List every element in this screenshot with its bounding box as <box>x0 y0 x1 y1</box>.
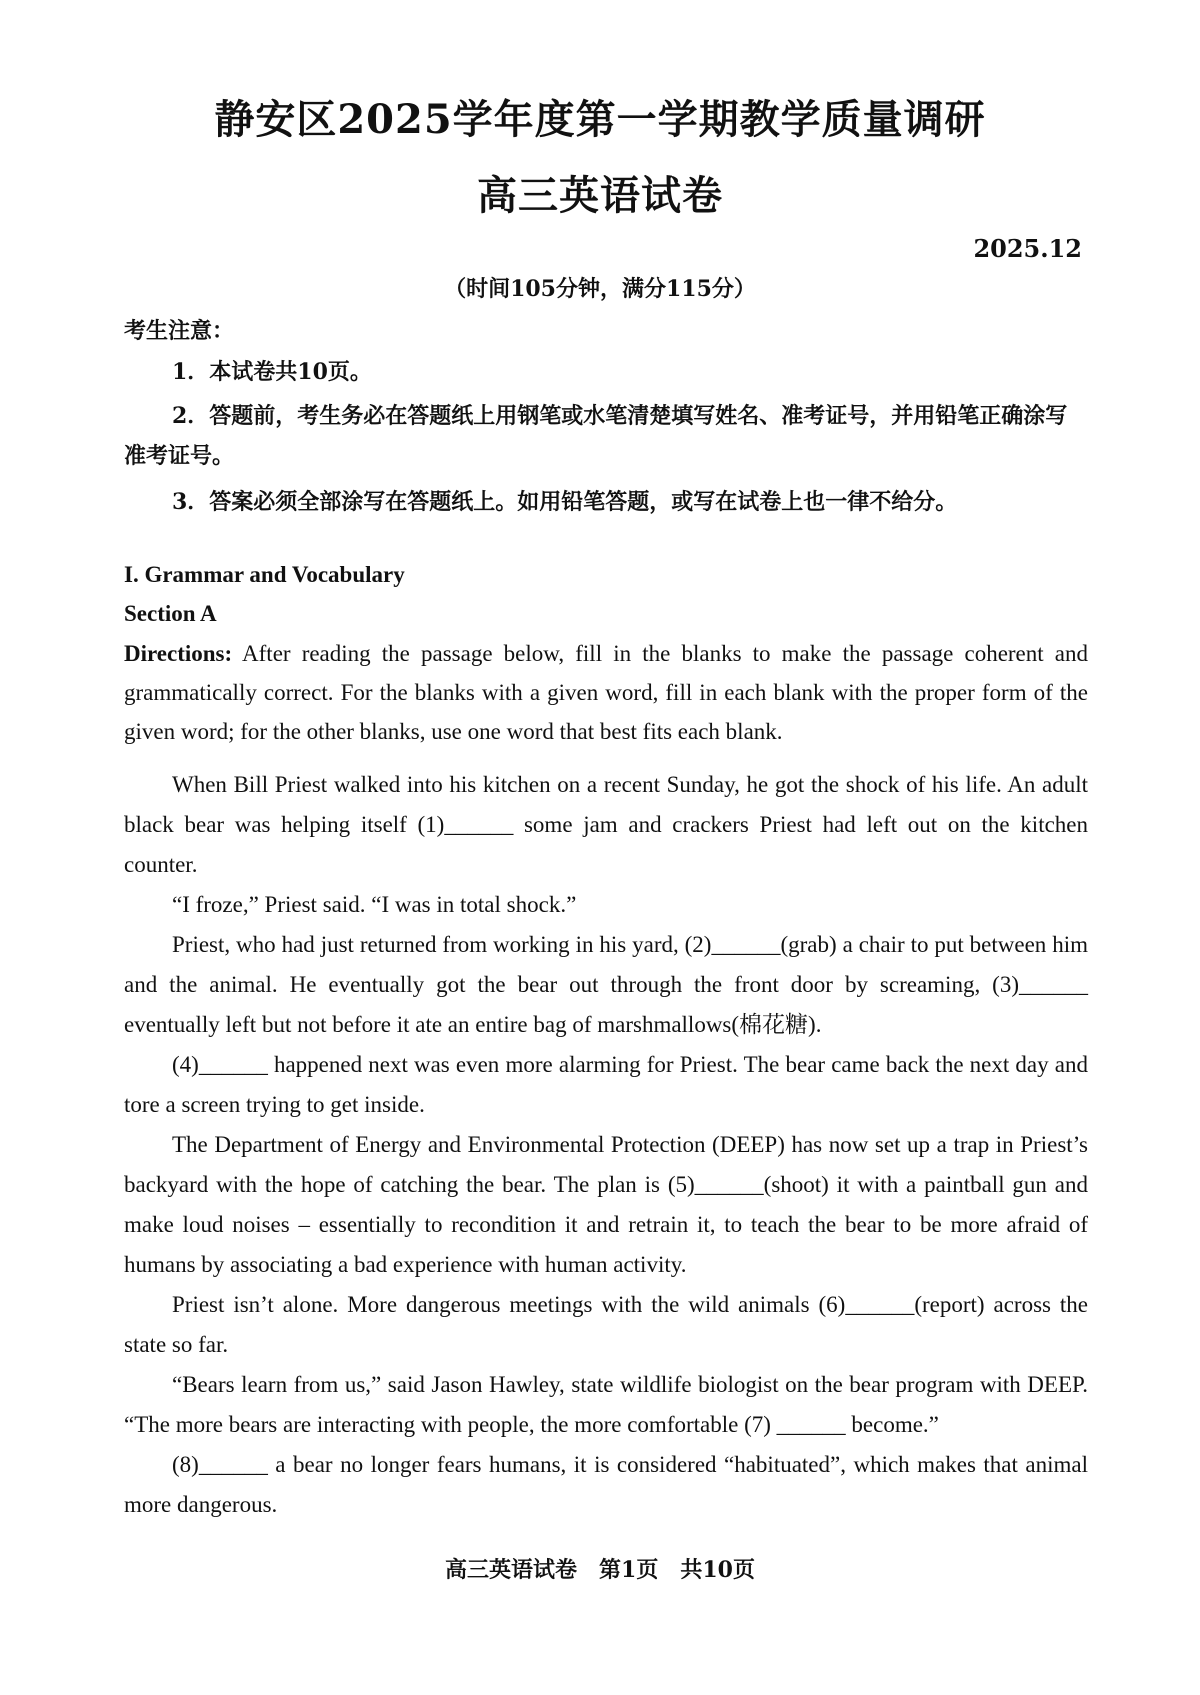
section-heading: Section A <box>124 601 217 626</box>
passage <box>124 765 1088 1525</box>
exam-subtitle: 高三英语试卷 <box>477 172 723 219</box>
exam-title: 静安区2025学年度第一学期教学质量调研 <box>214 96 986 143</box>
notice-item-1: 1．本试卷共10页。 <box>172 359 372 385</box>
directions <box>124 634 1088 751</box>
directions-text: After reading the passage below, fill in the blanks to make the passage coherent and grammatically correct. For the blanks with a given word, fill in each blank with the proper form of the given word; for the other blanks, use one word that best fits each blank. <box>124 641 1088 744</box>
time-note: （时间105分钟，满分115分） <box>444 276 756 302</box>
passage-paragraph: Priest isn’t alone. More dangerous meetings with the wild animals (6)______(report) across the state so far. <box>124 1292 1088 1357</box>
part-heading: I. Grammar and Vocabulary <box>124 562 405 587</box>
passage-paragraph: Priest, who had just returned from working in his yard, (2)______(grab) a chair to put between him and the animal. He eventually got the bear out through the front door by screaming, (3)______ eventually left but not before it ate an entire bag of marshmallows(棉花糖). <box>124 932 1088 1037</box>
notice-heading: 考生注意： <box>124 318 235 344</box>
passage-paragraph: (8)______ a bear no longer fears humans, it is considered “habituated”, which makes that animal more dangerous. <box>124 1452 1088 1517</box>
passage-paragraph: When Bill Priest walked into his kitchen on a recent Sunday, he got the shock of his life. An adult black bear was helping itself (1)______ some jam and crackers Priest had left out on the kitchen counter. <box>124 772 1088 877</box>
passage-paragraph: (4)______ happened next was even more alarming for Priest. The bear came back the next day and tore a screen trying to get inside. <box>124 1052 1088 1117</box>
notice-item-2: 2．答题前，考生务必在答题纸上用钢笔或水笔清楚填写姓名、准考证号，并用铅笔正确涂写准考证号。 <box>124 403 1068 469</box>
passage-paragraph: “Bears learn from us,” said Jason Hawley, state wildlife biologist on the bear program with DEEP. “The more bears are interacting with people, the more comfortable (7) ______ become.” <box>124 1372 1088 1437</box>
page-footer: 高三英语试卷 第1页 共10页 <box>445 1557 755 1583</box>
exam-date: 2025.12 <box>973 234 1082 263</box>
passage-paragraph: “I froze,” Priest said. “I was in total shock.” <box>172 892 577 917</box>
passage-paragraph: The Department of Energy and Environmental Protection (DEEP) has now set up a trap in Priest’s backyard with the hope of catching the bear. The plan is (5)______(shoot) it with a paintball gun and make loud noises – essentially to recondition it and retrain it, to teach the bear to be more afraid of humans by associating a bad experience with human activity. <box>124 1132 1088 1277</box>
directions-label: Directions: <box>124 641 233 666</box>
notice-item-3: 3．答案必须全部涂写在答题纸上。如用铅笔答题，或写在试卷上也一律不给分。 <box>172 489 958 515</box>
